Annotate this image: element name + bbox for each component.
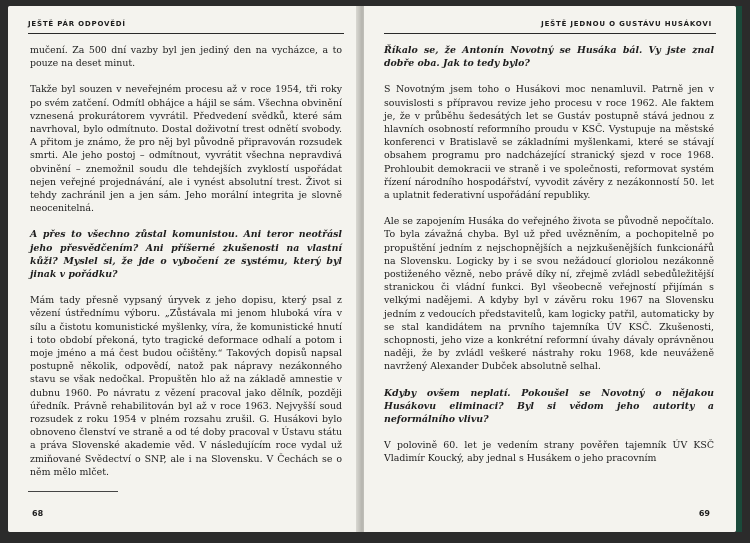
paragraph: Mám tady přesně vypsaný úryvek z jeho dopisu, který psal z vězení ústřednímu výboru. „Zůstávala mi jenom hluboká víra v sílu a čistotu komunistické myšlenky, víra, že komunistické hnutí i toto období překoná, tyto tragické deformace odhalí a potom i moje jméno a má čest budou očištěny.“ Takových dopisů napsal postupně několik, odpovědí, natož pak nápravy nezákonného stavu se však nedočkal. Propuštěn hlo až na základě amnestie v dubnu 1960. Po návratu z vězení pracoval jako dělník, později úředník. Právně rehabilitován byl až v roce 1963. Nejvyšší soud rozsudek z roku 1954 v plném rozsahu zrušil. G. Husákovi bylo obnoveno členství ve straně a od té doby pracoval v Ústavu státu a práva Slovenské akademie věd. V následujícím roce vydal už zmiňované Svědectví o SNP, ale i na Slovensku. V Čechách se o něm mělo mlčet. [30, 295, 342, 478]
header-rule [28, 33, 344, 34]
page-number: 69 [698, 509, 710, 518]
paragraph: V polovině 60. let je vedením strany pověřen tajemník ÚV KSČ Vladimír Koucký, aby jednal s Husákem o jeho pracovním [384, 440, 714, 465]
book-cover-edge [736, 6, 742, 532]
interview-question: Říkalo se, že Antonín Novotný se Husáka bál. Vy jste znal dobře oba. Jak to tedy bylo? [384, 45, 714, 70]
footer-rule [28, 491, 118, 492]
paragraph: S Novotným jsem toho o Husákovi moc nenamluvil. Patrně jen v souvislosti s přípravou revize jeho procesu v roce 1962. Ale faktem je, že v průběhu šedesátých let se Gustáv postupně stává jednou z hlavních osobností reformního proudu v KSČ. Vystupuje na městské konferenci v Bratislavě se základními myšlenkami, které se stávají obsahem programu pro nadcházející stranický sjezd v roce 1968. Prohloubit demokracii ve straně i ve společnosti, reformovat systém řízení národního hospodářství, vyvodit závěry z nezákonností 50. let a uplatnit federativní uspořádání republiky. [384, 84, 714, 202]
left-page [8, 6, 360, 532]
header-rule [384, 33, 716, 34]
right-page [364, 6, 736, 532]
interview-question: A přes to všechno zůstal komunistou. Ani teror neotřásl jeho přesvědčením? Ani příšerné zkušenosti na vlastní kůži? Myslel si, že jde o vybočení ze systému, který byl jinak v pořádku? [30, 229, 342, 281]
running-head: JEŠTĚ JEDNOU O GUSTÁVU HUSÁKOVI [541, 20, 712, 28]
running-head: JEŠTĚ PÁR ODPOVĚDÍ [28, 20, 126, 28]
paragraph: mučení. Za 500 dní vazby byl jen jediný den na vycházce, a to pouze na deset minut. [30, 45, 342, 70]
paragraph: Ale se zapojením Husáka do veřejného života se původně nepočítalo. To byla závažná chyba. Byl už před uvězněním, a pochopitelně po propuštění jedním z nejschopnějších a nejzkušenějších funkcionářů na Slovensku. Logicky by i se svou nežádoucí gloriolou nezákonně postiženého vězně, nebo právě díky ní, zřejmě zvládl sebedůležitější stranickou či vládní funkci. Byl všeobecně veřejností přijímán s velkými nadějemi. A kdyby byl v závěru roku 1967 na Slovensku jedním z vedoucích představitelů, kam logicky patřil, automaticky by se stal kandidátem na prvního tajemníka ÚV KSČ. Zkušenosti, schopnosti, jeho vize a konkrétní reformní úvahy dávaly oprávněnou naději, že by zvládl veškeré nástrahy roku 1968, kde neuváženě navržený Alexander Dubček absolutně selhal. [384, 216, 714, 373]
page-number: 68 [32, 509, 44, 518]
body-text [384, 44, 714, 479]
body-text [30, 44, 342, 492]
paragraph: Takže byl souzen v neveřejném procesu až v roce 1954, tři roky po svém zatčení. Odmítl obhájce a hájil se sám. Všechna obvinění vznesená prokurátorem vyvrátil. Předvedení svědků, které sám navrhoval, bylo odmítnuto. Dostal doživotní trest odnětí svobody. A přitom je známo, že pro něj byl původně připravován rozsudek smrti. Ale jeho postoj – odmítnout, vyvrátit všechna nepravdivá obvinění – znemožnil soudu dle tehdejších zvyklostí uspořádat nejen veřejné projednávání, ale i vynést absolutní trest. Život si tehdy zachránil jen a jen sám. Jeho morální integrita je slovně neocenitelná. [30, 84, 342, 215]
interview-question: Kdyby ovšem neplatí. Pokoušel se Novotný o nějakou Husákovu eliminaci? Byl si vědom jeho autority a neformálního vlivu? [384, 387, 714, 426]
